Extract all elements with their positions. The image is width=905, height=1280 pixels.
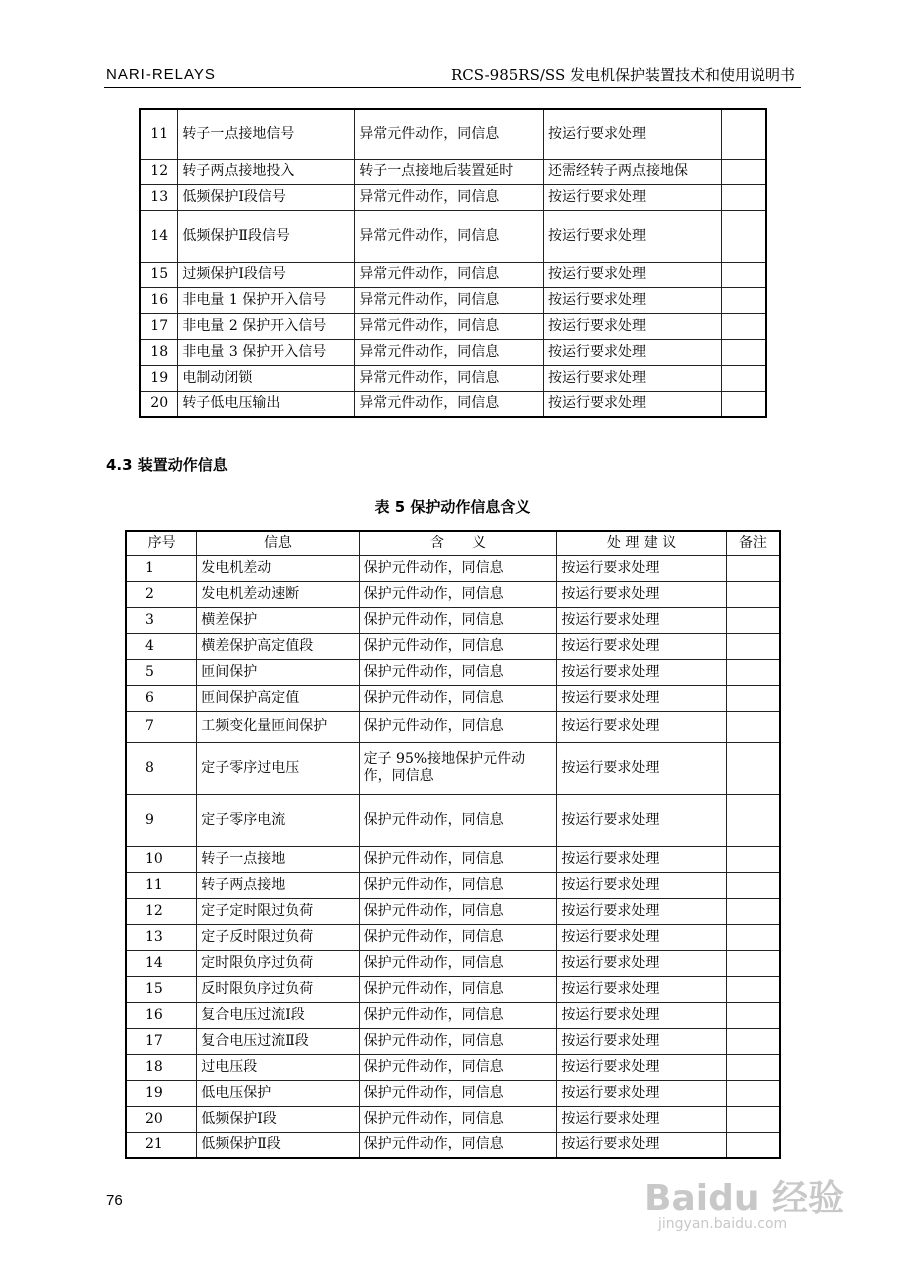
cell-meaning: 定子 95%接地保护元件动作，同信息: [359, 742, 557, 794]
cell-no: 9: [126, 794, 197, 846]
cell-no: 3: [126, 607, 197, 633]
table-row: [140, 339, 766, 365]
cell-info: 低电压保护: [197, 1080, 359, 1106]
cell-meaning: 保护元件动作，同信息: [359, 581, 557, 607]
cell-info: 低频保护Ⅱ段: [197, 1132, 359, 1158]
cell-info: 工频变化量匝间保护: [197, 711, 359, 742]
cell-advice: 按运行要求处理: [543, 262, 721, 287]
table-row: [126, 976, 780, 1002]
header-info: 信息: [197, 531, 359, 555]
table-row: [140, 365, 766, 391]
table-row: [126, 1106, 780, 1132]
cell-meaning: 保护元件动作，同信息: [359, 633, 557, 659]
cell-note: [726, 846, 780, 872]
cell-info: 匝间保护: [197, 659, 359, 685]
cell-advice: 按运行要求处理: [557, 1028, 726, 1054]
cell-note: [726, 1132, 780, 1158]
cell-no: 12: [126, 898, 197, 924]
cell-note: [721, 287, 766, 313]
cell-advice: 按运行要求处理: [543, 210, 721, 262]
cell-note: [726, 581, 780, 607]
cell-no: 15: [140, 262, 178, 287]
watermark-logo: Baidu 经验: [644, 1178, 845, 1219]
cell-info: 复合电压过流Ⅱ段: [197, 1028, 359, 1054]
cell-note: [721, 313, 766, 339]
cell-info: 复合电压过流Ⅰ段: [197, 1002, 359, 1028]
cell-no: 6: [126, 685, 197, 711]
cell-no: 13: [126, 924, 197, 950]
cell-advice: 按运行要求处理: [557, 607, 726, 633]
cell-no: 16: [140, 287, 178, 313]
cell-advice: 按运行要求处理: [557, 1132, 726, 1158]
cell-note: [726, 1028, 780, 1054]
table-row: [126, 1080, 780, 1106]
table-row: [126, 685, 780, 711]
cell-info: 定子反时限过负荷: [197, 924, 359, 950]
cell-no: 20: [126, 1106, 197, 1132]
cell-info: 过电压段: [197, 1054, 359, 1080]
cell-info: 发电机差动速断: [197, 581, 359, 607]
cell-no: 14: [140, 210, 178, 262]
cell-info: 反时限负序过负荷: [197, 976, 359, 1002]
cell-no: 7: [126, 711, 197, 742]
cell-advice: 按运行要求处理: [557, 950, 726, 976]
cell-no: 12: [140, 159, 178, 184]
cell-advice: 按运行要求处理: [543, 109, 721, 159]
cell-advice: 按运行要求处理: [543, 391, 721, 417]
cell-advice: 还需经转子两点接地保: [543, 159, 721, 184]
cell-advice: 按运行要求处理: [557, 924, 726, 950]
continued-signal-table: [139, 108, 767, 418]
cell-info: 横差保护高定值段: [197, 633, 359, 659]
header-note: 备注: [726, 531, 780, 555]
cell-meaning: 保护元件动作，同信息: [359, 659, 557, 685]
cell-no: 11: [140, 109, 178, 159]
baidu-watermark: [640, 1170, 850, 1240]
header-meaning: 含 义: [359, 531, 557, 555]
table-row: [126, 1132, 780, 1158]
header-document-title: RCS-985RS/SS 发电机保护装置技术和使用说明书: [451, 66, 795, 84]
cell-info: 匝间保护高定值: [197, 685, 359, 711]
cell-no: 14: [126, 950, 197, 976]
cell-note: [726, 742, 780, 794]
cell-note: [721, 184, 766, 210]
table-row: [126, 898, 780, 924]
table-row: [140, 262, 766, 287]
cell-advice: 按运行要求处理: [543, 184, 721, 210]
cell-advice: 按运行要求处理: [543, 313, 721, 339]
cell-info: 定子零序过电压: [197, 742, 359, 794]
cell-note: [726, 1002, 780, 1028]
cell-advice: 按运行要求处理: [543, 287, 721, 313]
cell-advice: 按运行要求处理: [557, 1002, 726, 1028]
cell-meaning: 异常元件动作，同信息: [355, 365, 544, 391]
cell-note: [721, 391, 766, 417]
cell-no: 17: [126, 1028, 197, 1054]
cell-info: 过频保护Ⅰ段信号: [178, 262, 355, 287]
cell-advice: 按运行要求处理: [543, 339, 721, 365]
cell-no: 17: [140, 313, 178, 339]
cell-info: 定子零序电流: [197, 794, 359, 846]
cell-meaning: 保护元件动作，同信息: [359, 1132, 557, 1158]
cell-meaning: 保护元件动作，同信息: [359, 924, 557, 950]
cell-info: 非电量 1 保护开入信号: [178, 287, 355, 313]
cell-no: 11: [126, 872, 197, 898]
cell-meaning: 保护元件动作，同信息: [359, 1080, 557, 1106]
cell-meaning: 转子一点接地后装置延时: [355, 159, 544, 184]
cell-info: 低频保护Ⅱ段信号: [178, 210, 355, 262]
cell-no: 15: [126, 976, 197, 1002]
table-row: [140, 109, 766, 159]
cell-meaning: 异常元件动作，同信息: [355, 262, 544, 287]
cell-meaning: 异常元件动作，同信息: [355, 184, 544, 210]
table-row: [140, 184, 766, 210]
cell-meaning: 保护元件动作，同信息: [359, 607, 557, 633]
cell-info: 非电量 3 保护开入信号: [178, 339, 355, 365]
header-divider: [104, 87, 801, 88]
cell-no: 5: [126, 659, 197, 685]
table-row: [126, 924, 780, 950]
cell-meaning: 保护元件动作，同信息: [359, 685, 557, 711]
cell-advice: 按运行要求处理: [557, 711, 726, 742]
page-number: 76: [106, 1192, 123, 1209]
cell-note: [726, 659, 780, 685]
cell-no: 1: [126, 555, 197, 581]
cell-meaning: 异常元件动作，同信息: [355, 210, 544, 262]
cell-meaning: 保护元件动作，同信息: [359, 711, 557, 742]
protection-action-table: [125, 530, 781, 1159]
cell-no: 19: [140, 365, 178, 391]
table-row: [140, 159, 766, 184]
cell-meaning: 保护元件动作，同信息: [359, 1002, 557, 1028]
cell-meaning: 异常元件动作，同信息: [355, 339, 544, 365]
cell-meaning: 保护元件动作，同信息: [359, 1028, 557, 1054]
cell-note: [726, 1080, 780, 1106]
cell-advice: 按运行要求处理: [557, 581, 726, 607]
cell-note: [721, 365, 766, 391]
cell-meaning: 保护元件动作，同信息: [359, 846, 557, 872]
cell-note: [726, 1054, 780, 1080]
cell-note: [726, 607, 780, 633]
cell-advice: 按运行要求处理: [557, 633, 726, 659]
header-no: 序号: [126, 531, 197, 555]
cell-no: 10: [126, 846, 197, 872]
cell-no: 13: [140, 184, 178, 210]
cell-meaning: 异常元件动作，同信息: [355, 287, 544, 313]
table-row: [126, 872, 780, 898]
cell-info: 发电机差动: [197, 555, 359, 581]
cell-note: [721, 109, 766, 159]
cell-no: 20: [140, 391, 178, 417]
table-row: [126, 742, 780, 794]
cell-info: 定时限负序过负荷: [197, 950, 359, 976]
cell-note: [721, 339, 766, 365]
cell-info: 转子两点接地: [197, 872, 359, 898]
cell-no: 18: [140, 339, 178, 365]
cell-advice: 按运行要求处理: [557, 976, 726, 1002]
cell-meaning: 保护元件动作，同信息: [359, 872, 557, 898]
cell-meaning: 异常元件动作，同信息: [355, 313, 544, 339]
cell-no: 4: [126, 633, 197, 659]
table-row: [126, 846, 780, 872]
cell-info: 低频保护Ⅰ段: [197, 1106, 359, 1132]
table-row: [126, 711, 780, 742]
cell-note: [721, 159, 766, 184]
table-row: [140, 391, 766, 417]
cell-advice: 按运行要求处理: [557, 846, 726, 872]
cell-info: 非电量 2 保护开入信号: [178, 313, 355, 339]
cell-advice: 按运行要求处理: [557, 1106, 726, 1132]
cell-note: [726, 898, 780, 924]
cell-note: [726, 924, 780, 950]
cell-note: [721, 210, 766, 262]
cell-no: 2: [126, 581, 197, 607]
table-row: [126, 581, 780, 607]
cell-note: [726, 872, 780, 898]
table-row: [126, 1028, 780, 1054]
cell-info: 转子一点接地信号: [178, 109, 355, 159]
cell-advice: 按运行要求处理: [557, 1054, 726, 1080]
cell-no: 8: [126, 742, 197, 794]
cell-meaning: 保护元件动作，同信息: [359, 898, 557, 924]
table-row: [140, 313, 766, 339]
cell-note: [726, 976, 780, 1002]
table-header-row: [126, 531, 780, 555]
cell-meaning: 异常元件动作，同信息: [355, 391, 544, 417]
table-row: [126, 659, 780, 685]
table-row: [126, 950, 780, 976]
table-caption: 表 5 保护动作信息含义: [374, 498, 531, 516]
cell-meaning: 保护元件动作，同信息: [359, 555, 557, 581]
cell-no: 18: [126, 1054, 197, 1080]
cell-advice: 按运行要求处理: [543, 365, 721, 391]
cell-note: [726, 711, 780, 742]
header-advice: 处 理 建 议: [557, 531, 726, 555]
cell-note: [726, 633, 780, 659]
table-row: [126, 794, 780, 846]
cell-meaning: 保护元件动作，同信息: [359, 950, 557, 976]
cell-note: [726, 555, 780, 581]
table-row: [126, 555, 780, 581]
cell-info: 定子定时限过负荷: [197, 898, 359, 924]
cell-note: [721, 262, 766, 287]
header-brand: NARI-RELAYS: [106, 66, 216, 83]
cell-advice: 按运行要求处理: [557, 872, 726, 898]
cell-advice: 按运行要求处理: [557, 1080, 726, 1106]
cell-meaning: 保护元件动作，同信息: [359, 1106, 557, 1132]
cell-advice: 按运行要求处理: [557, 742, 726, 794]
cell-note: [726, 950, 780, 976]
cell-advice: 按运行要求处理: [557, 898, 726, 924]
cell-info: 转子一点接地: [197, 846, 359, 872]
cell-info: 低频保护Ⅰ段信号: [178, 184, 355, 210]
cell-advice: 按运行要求处理: [557, 685, 726, 711]
table-row: [126, 1054, 780, 1080]
watermark-url: jingyan.baidu.com: [658, 1216, 788, 1232]
cell-advice: 按运行要求处理: [557, 555, 726, 581]
cell-info: 电制动闭锁: [178, 365, 355, 391]
cell-no: 16: [126, 1002, 197, 1028]
cell-meaning: 异常元件动作，同信息: [355, 109, 544, 159]
table-row: [126, 633, 780, 659]
cell-meaning: 保护元件动作，同信息: [359, 1054, 557, 1080]
cell-info: 横差保护: [197, 607, 359, 633]
cell-meaning: 保护元件动作，同信息: [359, 976, 557, 1002]
cell-advice: 按运行要求处理: [557, 794, 726, 846]
cell-no: 19: [126, 1080, 197, 1106]
cell-meaning: 保护元件动作，同信息: [359, 794, 557, 846]
table-row: [126, 1002, 780, 1028]
cell-no: 21: [126, 1132, 197, 1158]
cell-info: 转子两点接地投入: [178, 159, 355, 184]
cell-note: [726, 1106, 780, 1132]
cell-note: [726, 685, 780, 711]
cell-info: 转子低电压输出: [178, 391, 355, 417]
cell-note: [726, 794, 780, 846]
table-row: [126, 607, 780, 633]
table-row: [140, 287, 766, 313]
section-title: 4.3 装置动作信息: [106, 456, 228, 474]
cell-advice: 按运行要求处理: [557, 659, 726, 685]
table-row: [140, 210, 766, 262]
